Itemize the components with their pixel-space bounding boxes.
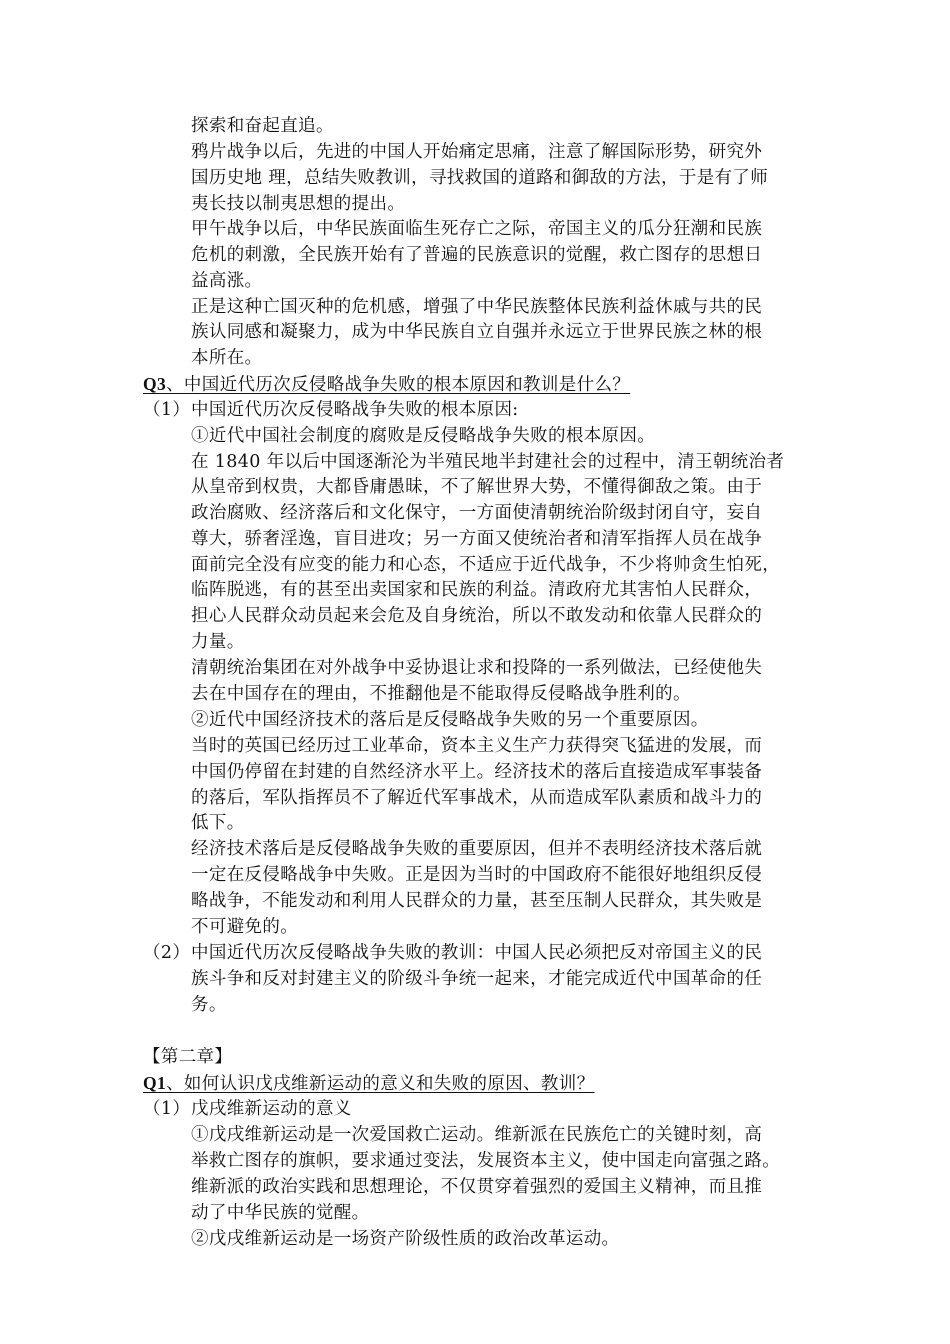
question-heading-q1: [143, 1070, 594, 1097]
text-line: ①戊戌维新运动是一次爱国救亡运动。维新派在民族危亡的关键时刻，高: [191, 1125, 763, 1145]
text-line: 政治腐败、经济落后和文化保守，一方面使清朝统治阶级封闭自守，妄自: [191, 503, 763, 523]
text-line: 族斗争和反对封建主义的阶级斗争统一起来，才能完成近代中国革命的任: [191, 969, 763, 989]
text-line: 经济技术落后是反侵略战争失败的重要原因，但并不表明经济技术落后就: [191, 839, 763, 859]
text-line: 动了中华民族的觉醒。: [191, 1203, 370, 1223]
chapter-heading: 【第二章】: [143, 1047, 233, 1067]
text-line: 从皇帝到权贵，大都昏庸愚昧，不了解世界大势，不懂得御敌之策。由于: [191, 477, 763, 497]
text-line: ①近代中国社会制度的腐败是反侵略战争失败的根本原因。: [191, 426, 656, 446]
text-line: 维新派的政治实践和思想理论，不仅贯穿着强烈的爱国主义精神，而且推: [191, 1177, 763, 1197]
text-line: 甲午战争以后，中华民族面临生死存亡之际，帝国主义的瓜分狂潮和民族: [191, 219, 763, 239]
item-label: （1）: [143, 1099, 191, 1119]
text-line: 低下。: [191, 813, 245, 833]
text-line: 力量。: [191, 632, 245, 652]
text-line: 危机的刺激，全民族开始有了普遍的民族意识的觉醒，救亡图存的思想日: [191, 245, 763, 265]
question-number: Q3: [143, 374, 167, 394]
text-line: 临阵脱逃，有的甚至出卖国家和民族的利益。清政府尤其害怕人民群众，: [191, 580, 763, 600]
question-text: 、如何认识戊戌维新运动的意义和失败的原因、教训？: [166, 1074, 595, 1094]
text-line: 面前完全没有应变的能力和心态，不适应于近代战争，不少将帅贪生怕死，: [191, 555, 781, 575]
text-line: 益高涨。: [191, 271, 263, 291]
question-text: 、中国近代历次反侵略战争失败的根本原因和教训是什么？: [166, 375, 631, 395]
text-line: 一定在反侵略战争中失败。正是因为当时的中国政府不能很好地组织反侵: [191, 865, 763, 885]
text-line: ②近代中国经济技术的落后是反侵略战争失败的另一个重要原因。: [191, 710, 709, 730]
text-line: 中国仍停留在封建的自然经济水平上。经济技术的落后直接造成军事装备: [191, 762, 763, 782]
text-line: 中国近代历次反侵略战争失败的教训：中国人民必须把反对帝国主义的民: [191, 943, 763, 963]
item-title: 戊戌维新运动的意义: [191, 1099, 352, 1119]
text-line: 正是这种亡国灭种的危机感，增强了中华民族整体民族利益休戚与共的民: [191, 297, 763, 317]
text-line: 当时的英国已经历过工业革命，资本主义生产力获得突飞猛进的发展，而: [191, 736, 763, 756]
text-line: 务。: [191, 995, 227, 1015]
item-label: （2）: [143, 943, 191, 963]
text-line: 的落后，军队指挥员不了解近代军事战术，从而造成军队素质和战斗力的: [191, 788, 763, 808]
text-line: 尊大，骄奢淫逸，盲目进攻；另一方面又使统治者和清军指挥人员在战争: [191, 529, 763, 549]
text-line: 不可避免的。: [191, 917, 299, 937]
item-title: 中国近代历次反侵略战争失败的根本原因:: [191, 400, 519, 420]
text-line: 略战争，不能发动和利用人民群众的力量，甚至压制人民群众，其失败是: [191, 891, 763, 911]
question-number: Q1: [143, 1073, 167, 1093]
text-line: 举救亡图存的旗帜，要求通过变法，发展资本主义，使中国走向富强之路。: [191, 1151, 781, 1171]
text-line: 鸦片战争以后，先进的中国人开始痛定思痛，注意了解国际形势，研究外: [191, 142, 763, 162]
text-line: ②戊戌维新运动是一场资产阶级性质的政治改革运动。: [191, 1229, 620, 1249]
text-line: 国历史地 理，总结失败教训，寻找救国的道路和御敌的方法，于是有了师: [191, 168, 769, 188]
text-line: 本所在。: [191, 348, 263, 368]
text-line: 担心人民群众动员起来会危及自身统治，所以不敢发动和依靠人民群众的: [191, 606, 763, 626]
question-heading-q3: [143, 371, 630, 398]
item-label: （1）: [143, 400, 191, 420]
text-line: 去在中国存在的理由，不推翻他是不能取得反侵略战争胜利的。: [191, 684, 691, 704]
text-line: 探索和奋起直追。: [191, 116, 334, 136]
text-line: 族认同感和凝聚力，成为中华民族自立自强并永远立于世界民族之林的根: [191, 322, 763, 342]
text-line: 夷长技以制夷思想的提出。: [191, 194, 406, 214]
text-line: 清朝统治集团在对外战争中妥协退让求和投降的一系列做法，已经使他失: [191, 658, 763, 678]
text-line: 在 1840 年以后中国逐渐沦为半殖民地半封建社会的过程中，清王朝统治者: [191, 452, 785, 472]
